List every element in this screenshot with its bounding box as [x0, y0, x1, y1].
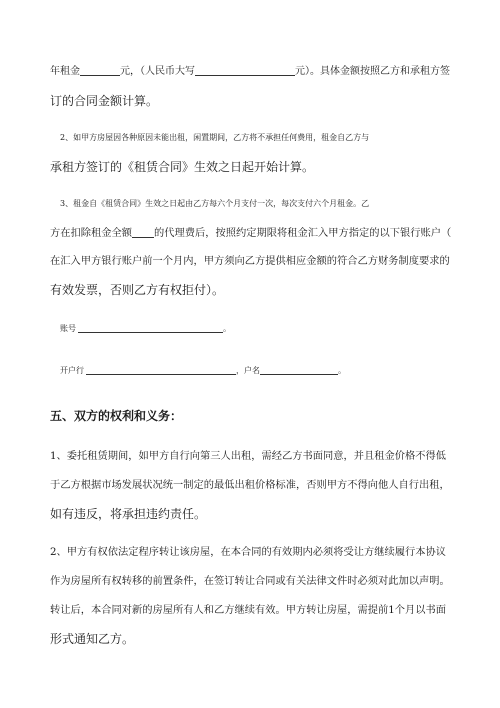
account-line — [60, 314, 462, 344]
bank-label: 开户行 — [60, 366, 84, 375]
bank-name-blank[interactable] — [86, 360, 236, 375]
agency-fee-blank[interactable] — [132, 223, 154, 238]
annual-rent-line-2: 订的合同金额计算。 — [50, 94, 159, 108]
annual-rent-line-1 — [50, 57, 452, 87]
annual-rent-tail: 元）。具体金额按照乙方和承租方签 — [295, 66, 450, 77]
clause-3-line-4: 有效发票，否则乙方有权拒付）。 — [50, 283, 225, 297]
account-label: 账号 — [60, 324, 76, 333]
clause-2-line-2: 承租方签订的《租赁合同》生效之日起开始计算。 — [50, 160, 315, 174]
rmb-capital-label: 元，（人民币大写 — [120, 66, 195, 77]
section-5-item-2-line-4: 形式通知乙方。 — [50, 632, 135, 646]
section-5-title: 五、双方的权利和义务： — [50, 409, 183, 423]
section-5-item-1-line-2: 于乙方根据市场发展状况统一制定的最低出租价格标准，否则甲方不得向他人自行出租， — [50, 479, 450, 491]
section-5-item-2-line-1: 2、甲方有权依法定程序转让该房屋，在本合同的有效期内必须将受让方继续履行本协议 — [50, 546, 447, 558]
clause-3-line-2 — [50, 218, 452, 248]
rent-amount-blank[interactable] — [80, 61, 120, 76]
account-holder-blank[interactable] — [260, 360, 338, 375]
agency-fee-suffix: 的代理费后，按照约定期限将租金汇入甲方指定的以下银行账户（ — [154, 227, 452, 239]
bank-line — [60, 356, 462, 386]
rmb-capital-blank[interactable] — [195, 61, 295, 76]
agency-fee-prefix: 方在扣除租金全额 — [50, 227, 133, 239]
account-number-blank[interactable] — [78, 318, 223, 333]
section-5-item-1-line-1: 1、委托租赁期间，如甲方自行向第三人出租，需经乙方书面同意，并且租金价格不得低 — [50, 450, 447, 462]
section-5-item-1-line-3: 如有违反，将承担违约责任。 — [50, 507, 207, 521]
annual-rent-label: 年租金 — [50, 66, 80, 77]
account-suffix: 。 — [223, 324, 231, 333]
bank-suffix: 。 — [338, 366, 346, 375]
section-5-item-2-line-3: 转让后，本合同对新的房屋所有人和乙方继续有效。甲方转让房屋，需提前1个月以书面 — [50, 604, 447, 616]
account-holder-label: ，户名 — [236, 366, 260, 375]
clause-2-line-1: 2、如甲方房屋因各种原因未能出租，闲置期间，乙方将不承担任何费用，租金自乙方与 — [60, 133, 370, 142]
clause-3-line-3: 在汇入甲方银行账户前一个月内，甲方须向乙方提供相应金额的符合乙方财务制度要求的 — [50, 255, 450, 267]
section-5-item-2-line-2: 作为房屋所有权转移的前置条件，在签订转让合同或有关法律文件时必须对此加以声明。 — [50, 575, 450, 587]
clause-3-line-1: 3、租金自《租赁合同》生效之日起由乙方每六个月支付一次，每次支付六个月租金。乙 — [60, 199, 370, 208]
